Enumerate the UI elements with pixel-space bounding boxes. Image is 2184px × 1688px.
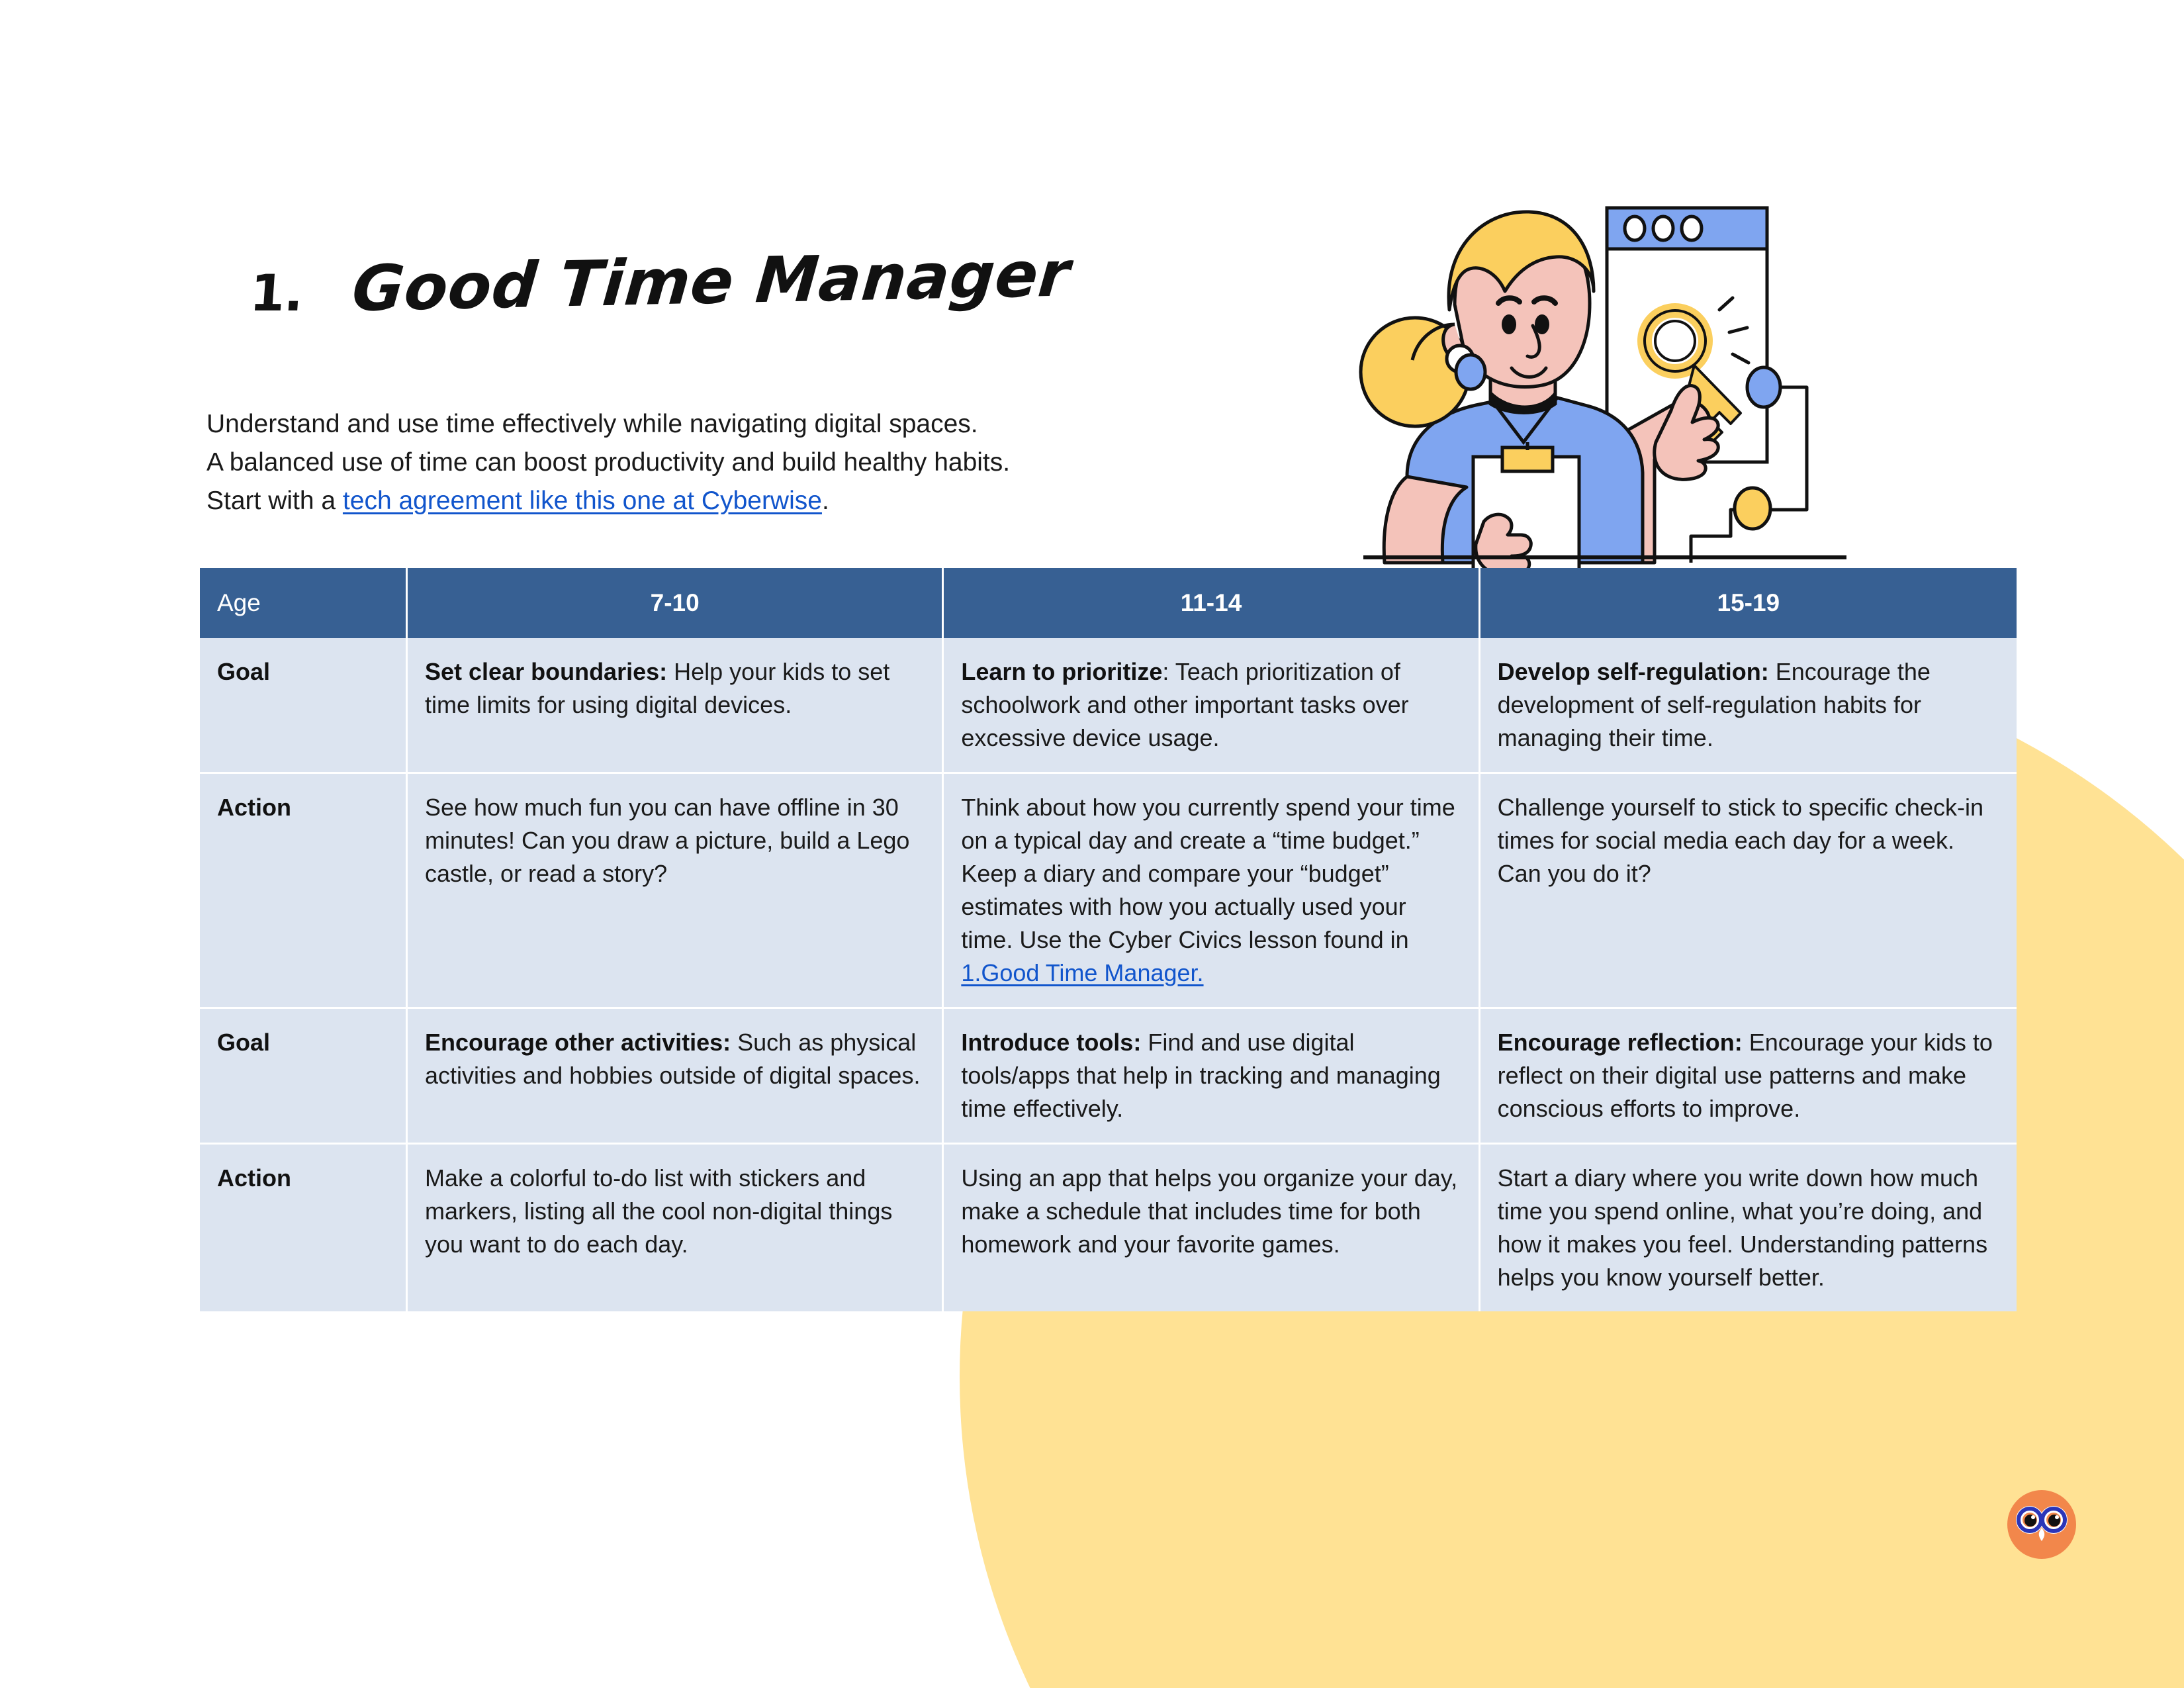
cell-text: See how much fun you can have offline in 30 minutes! Can you draw a picture, build a Lego castle, or read a story?	[425, 794, 910, 887]
cyberwise-tech-agreement-link[interactable]: tech agreement like this one at Cyberwise	[342, 487, 822, 515]
table-cell	[408, 638, 944, 774]
cell-text: : Teach prioritization of schoolwork and other important tasks over excessive device usage.	[961, 658, 1409, 751]
cell-text: Challenge yourself to stick to specific check-in times for social media each day for a week. Can you do it?	[1497, 794, 1983, 887]
cell-text: Think about how you currently spend your time on a typical day and create a “time budget.” Keep a diary and compare your “budget” estimates with how you actually used your time. Use the Cyber Civics lesson found in	[961, 794, 1455, 953]
cell-text: Find and use digital tools/apps that help in tracking and managing time effectively.	[961, 1029, 1441, 1122]
table-row	[200, 774, 2017, 1009]
table-row	[200, 1009, 2017, 1145]
table-header-row	[200, 568, 2017, 638]
cell-text: Using an app that helps you organize your day, make a schedule that includes time for both homework and your favorite games.	[961, 1164, 1458, 1258]
intro-paragraph	[206, 405, 1010, 520]
age-guidance-table-wrapper	[200, 568, 2017, 1311]
table-header-11-14: 11-14	[944, 568, 1480, 638]
row-label-action-3: Action	[200, 1145, 408, 1311]
table-row	[200, 1145, 2017, 1311]
intro-line-3	[206, 482, 1010, 520]
cell-lead: Introduce tools:	[961, 1029, 1142, 1056]
table-cell	[944, 774, 1480, 1009]
cell-text: Such as physical activities and hobbies outside of digital spaces.	[425, 1029, 921, 1089]
intro-line-3-suffix: .	[821, 487, 829, 515]
table-cell	[944, 638, 1480, 774]
age-guidance-table	[200, 568, 2017, 1311]
cell-text: Encourage the development of self-regulation habits for managing their time.	[1497, 658, 1931, 751]
cell-lead: Encourage reflection:	[1497, 1029, 1743, 1056]
cell-lead: Encourage other activities:	[425, 1029, 731, 1056]
table-row	[200, 638, 2017, 774]
cell-lead: Learn to prioritize	[961, 658, 1163, 685]
page-title	[248, 238, 1073, 326]
cell-text: Start a diary where you write down how much time you spend online, what you’re doing, and how it makes you feel. Understanding patterns helps you know yourself better.	[1497, 1164, 1988, 1291]
intro-line-3-prefix: Start with a	[206, 487, 343, 515]
cell-lead: Develop self-regulation:	[1497, 658, 1769, 685]
table-cell	[944, 1009, 1480, 1145]
table-body	[200, 638, 2017, 1311]
row-label-goal-2: Goal	[200, 1009, 408, 1145]
title-number: 1.	[248, 263, 305, 322]
table-header-age: Age	[200, 568, 408, 638]
table-cell	[1480, 1145, 2017, 1311]
row-label-goal-0: Goal	[200, 638, 408, 774]
table-cell	[1480, 774, 2017, 1009]
table-cell	[1480, 638, 2017, 774]
cell-text: Make a colorful to-do list with stickers and markers, listing all the cool non-digital things you want to do each day.	[425, 1164, 893, 1258]
cyber-civics-lesson-link[interactable]: 1.Good Time Manager.	[961, 959, 1204, 986]
cyberwise-owl-logo	[2005, 1488, 2078, 1561]
table-header-15-19: 15-19	[1480, 568, 2017, 638]
cell-text: Help your kids to set time limits for using digital devices.	[425, 658, 890, 718]
hero-illustration	[1343, 192, 1866, 576]
table-cell	[408, 1145, 944, 1311]
table-cell	[408, 1009, 944, 1145]
title-text: Good Time Manager	[349, 238, 1073, 326]
intro-line-2: A balanced use of time can boost productivity and build healthy habits.	[206, 448, 1011, 477]
table-cell	[944, 1145, 1480, 1311]
cell-lead: Set clear boundaries:	[425, 658, 668, 685]
table-cell	[408, 774, 944, 1009]
table-head	[200, 568, 2017, 638]
row-label-action-1: Action	[200, 774, 408, 1009]
table-cell	[1480, 1009, 2017, 1145]
intro-line-1: Understand and use time effectively while navigating digital spaces.	[206, 410, 978, 438]
cell-text: Encourage your kids to reflect on their digital use patterns and make conscious efforts to improve.	[1497, 1029, 1993, 1122]
table-header-7-10: 7-10	[408, 568, 944, 638]
